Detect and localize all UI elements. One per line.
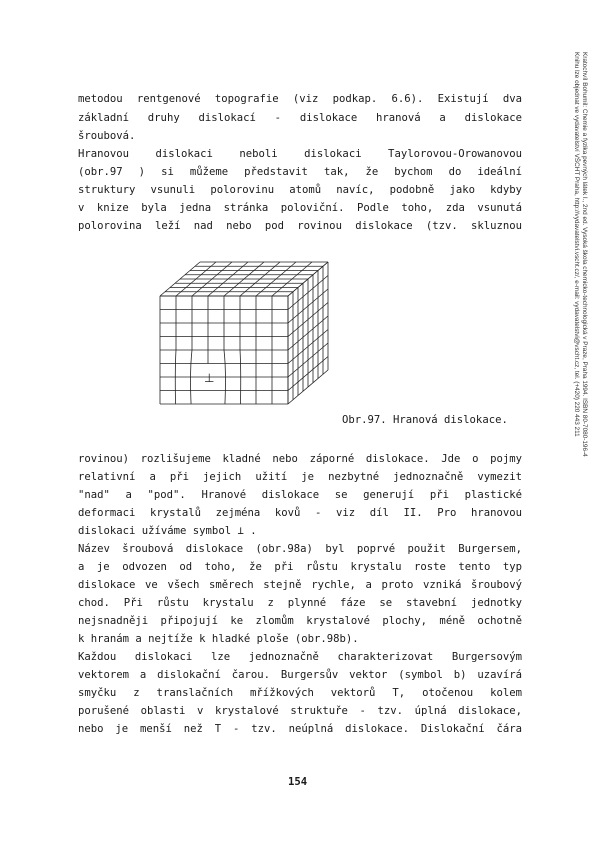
body-line: chod. Při růstu krystalu z plynné fáze se stavební jednotky bbox=[78, 597, 522, 609]
body-line: struktury vsunuli polorovinu atomů navíc, podobně jako kdyby bbox=[78, 184, 522, 196]
body-line: rovinou) rozlišujeme kladné nebo záporné dislokace. Jde o pojmy bbox=[78, 453, 522, 465]
body-line: smyčku z translačních mřížkových vektorů T, otočenou kolem bbox=[78, 687, 522, 699]
body-line: vektorem a dislokační čarou. Burgersův vektor (symbol b) uzavírá bbox=[78, 669, 522, 681]
body-line: (obr.97 ) si můžeme představit tak, že bychom do ideální bbox=[78, 166, 522, 178]
body-line: polorovina leží nad nebo pod rovinou dislokace (tzv. skluznou bbox=[78, 220, 522, 232]
body-line: dislokace ve všech směrech stejně rychle, a proto vzniká šroubový bbox=[78, 579, 522, 591]
body-line: "nad" a "pod". Hranové dislokace se generují při plastické bbox=[78, 489, 522, 501]
body-line: metodou rentgenové topografie (viz podkap. 6.6). Existují dva bbox=[78, 93, 522, 105]
body-line: šroubová. bbox=[78, 130, 136, 142]
body-line: a je odvozen od toho, že při růstu krystalu roste tento typ bbox=[78, 561, 522, 573]
side-note bbox=[572, 52, 588, 457]
edge-dislocation-figure bbox=[150, 248, 340, 408]
body-line: relativní a při jejich užití je nezbytné jednoznačně vymezit bbox=[78, 471, 522, 483]
figure-caption: Obr.97. Hranová dislokace. bbox=[342, 414, 508, 426]
body-line: dislokaci užíváme symbol ⊥ . bbox=[78, 525, 257, 537]
body-line: k hranám a nejtíže k hladké ploše (obr.98b). bbox=[78, 633, 359, 645]
side-note-line: Kratochvíl Bohumil: Chemie a fyzika pevných látek I., 2nd ed. Vysoká škola chemicko-technologická v Praze, Praha 1994. ISBN 80-7080-196-4 bbox=[581, 52, 588, 457]
body-line: Název šroubová dislokace (obr.98a) byl poprvé použit Burgersem, bbox=[78, 543, 522, 555]
body-line: nejsnadněji připojují ke zlomům krystalové plochy, méně ochotně bbox=[78, 615, 522, 627]
body-line: základní druhy dislokací - dislokace hranová a dislokace bbox=[78, 112, 522, 124]
body-line: deformaci krystalů zejména kovů - viz díl II. Pro hranovou bbox=[78, 507, 522, 519]
body-line: v knize byla jedna stránka poloviční. Podle toho, zda vsunutá bbox=[78, 202, 522, 214]
body-line: Každou dislokaci lze jednoznačně charakterizovat Burgersovým bbox=[78, 651, 522, 663]
page-number: 154 bbox=[288, 776, 308, 788]
body-line: nebo je menší než T - tzv. neúplná dislokace. Dislokační čára bbox=[78, 723, 522, 735]
body-line: porušené oblasti v krystalové struktuře - tzv. úplná dislokace, bbox=[78, 705, 522, 717]
dislocation-symbol-mark: ⊥ bbox=[204, 371, 215, 385]
body-line: Hranovou dislokaci neboli dislokaci Taylorovou-Orowanovou bbox=[78, 148, 522, 160]
side-note-line: Knihu lze objednat ve vydavatelství VŠCHT Praha, http://vydavatelstvi.vscht.cz/, e-mail: vydavatelstvi@vscht.cz, tel. (+420) 220 443 211 bbox=[573, 52, 580, 437]
